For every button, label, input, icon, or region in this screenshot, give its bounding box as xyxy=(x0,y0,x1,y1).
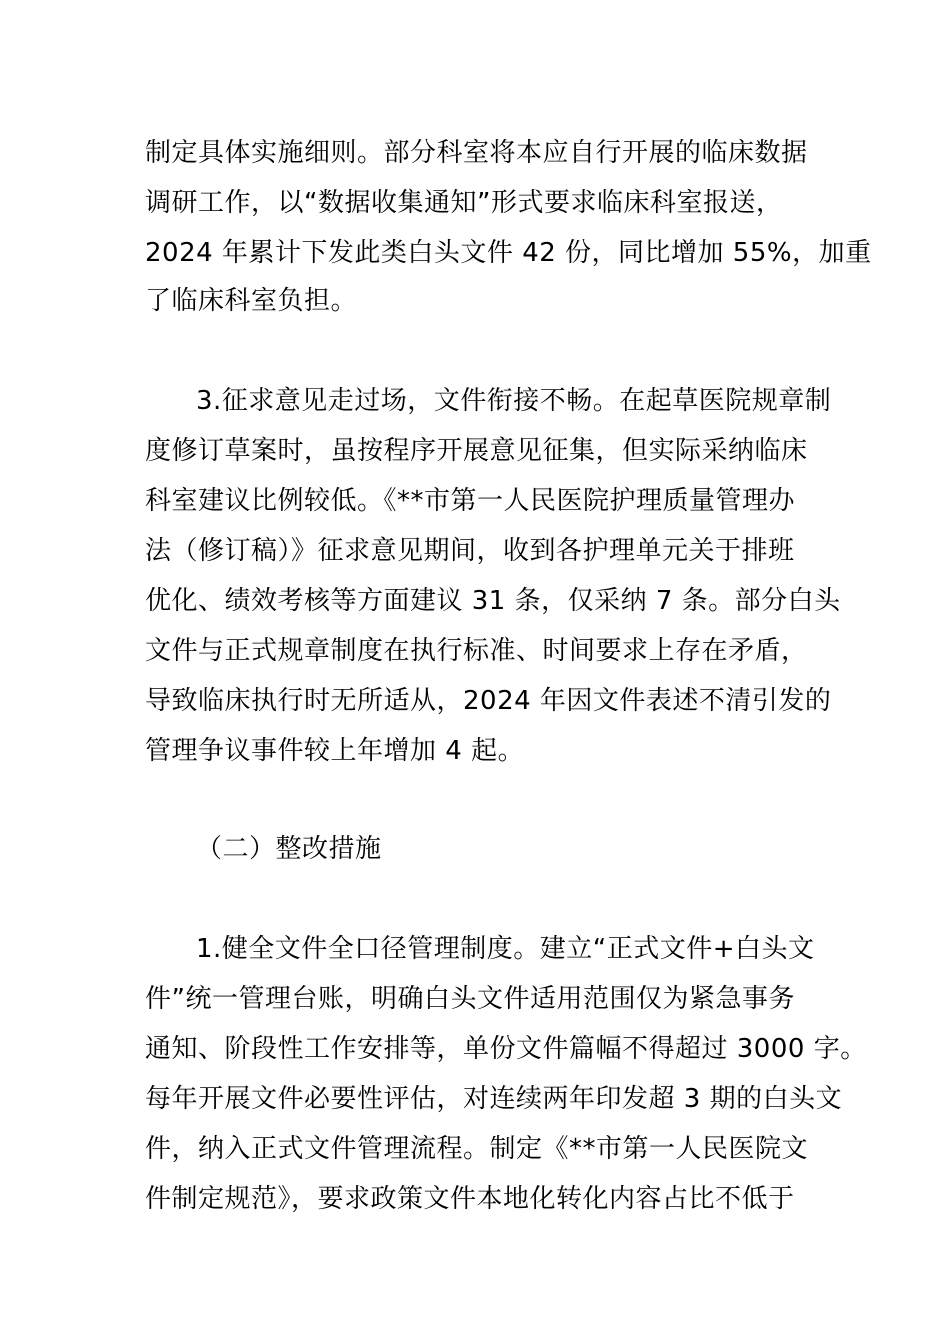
paragraph-3-line-2: 件”统一管理台账，明确白头文件适用范围仅为紧急事务 xyxy=(145,984,795,1014)
section-heading: （二）整改措施 xyxy=(196,834,382,864)
paragraph-2-line-2: 度修订草案时，虽按程序开展意见征集，但实际采纳临床 xyxy=(145,436,808,466)
paragraph-3-line-3: 通知、阶段性工作安排等，单份文件篇幅不得超过 3000 字。 xyxy=(145,1034,867,1064)
paragraph-3-line-4: 每年开展文件必要性评估，对连续两年印发超 3 期的白头文 xyxy=(145,1084,843,1114)
paragraph-3-line-6: 件制定规范》，要求政策文件本地化转化内容占比不低于 xyxy=(145,1184,795,1214)
paragraph-1-line-3: 2024 年累计下发此类白头文件 42 份，同比增加 55%，加重 xyxy=(145,238,872,268)
paragraph-2-line-3: 科室建议比例较低。《**市第一人民医院护理质量管理办 xyxy=(145,486,796,516)
paragraph-2-line-7: 导致临床执行时无所适从，2024 年因文件表述不清引发的 xyxy=(145,686,832,716)
paragraph-1-line-1: 制定具体实施细则。部分科室将本应自行开展的临床数据 xyxy=(145,138,808,168)
paragraph-2-line-6: 文件与正式规章制度在执行标准、时间要求上存在矛盾， xyxy=(145,636,808,666)
paragraph-1-line-4: 了临床科室负担。 xyxy=(145,286,358,316)
paragraph-3-line-5: 件，纳入正式文件管理流程。制定《**市第一人民医院文 xyxy=(145,1134,809,1164)
paragraph-2-line-8: 管理争议事件较上年增加 4 起。 xyxy=(145,736,525,766)
paragraph-2-line-1: 3.征求意见走过场，文件衔接不畅。在起草医院规章制 xyxy=(196,386,832,416)
paragraph-3-line-1: 1.健全文件全口径管理制度。建立“正式文件+白头文 xyxy=(196,934,815,964)
paragraph-1-line-2: 调研工作，以“数据收集通知”形式要求临床科室报送， xyxy=(145,188,783,218)
paragraph-2-line-4: 法（修订稿）》征求意见期间，收到各护理单元关于排班 xyxy=(145,536,795,566)
paragraph-2-line-5: 优化、绩效考核等方面建议 31 条，仅采纳 7 条。部分白头 xyxy=(145,586,841,616)
